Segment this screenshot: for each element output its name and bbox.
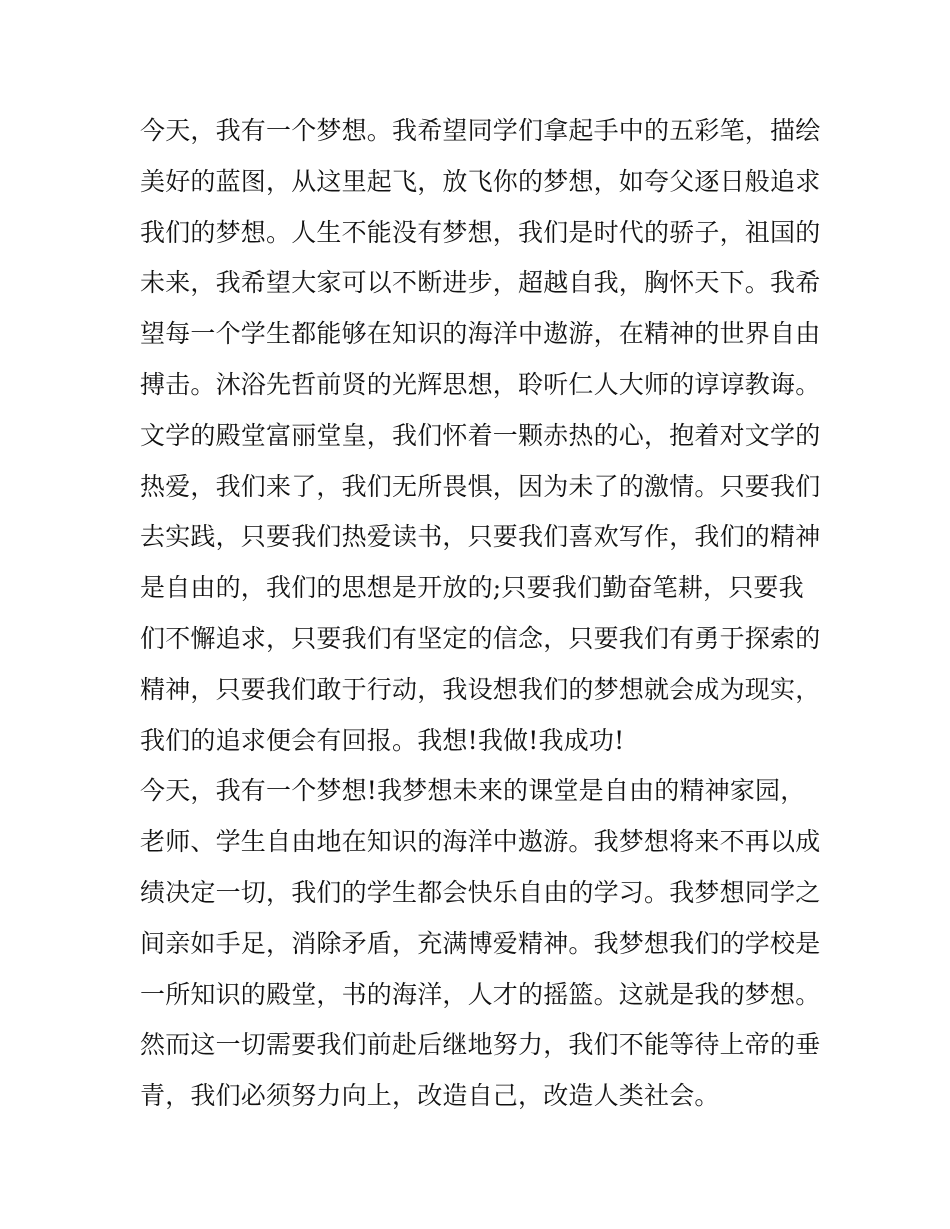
text-line: 绩决定一切，我们的学生都会快乐自由的学习。我梦想同学之 <box>140 877 821 907</box>
text-line: 精神，只要我们敢于行动，我设想我们的梦想就会成为现实， <box>140 674 821 704</box>
text-line: 热爱，我们来了，我们无所畏惧，因为未了的激情。只要我们 <box>140 471 821 501</box>
text-line: 未来，我希望大家可以不断进步，超越自我，胸怀天下。我希 <box>140 268 821 298</box>
document-body <box>140 106 840 1122</box>
text-line: 美好的蓝图，从这里起飞，放飞你的梦想，如夸父逐日般追求 <box>140 166 821 196</box>
text-line: 青，我们必须努力向上，改造自己，改造人类社会。 <box>140 1081 720 1111</box>
text-line: 是自由的，我们的思想是开放的;只要我们勤奋笔耕，只要我 <box>140 573 804 603</box>
text-line: 一所知识的殿堂，书的海洋，人才的摇篮。这就是我的梦想。 <box>140 979 821 1009</box>
text-line: 今天，我有一个梦想!我梦想未来的课堂是自由的精神家园， <box>140 776 806 806</box>
text-line: 望每一个学生都能够在知识的海洋中遨游，在精神的世界自由 <box>140 319 821 349</box>
text-line: 我们的追求便会有回报。我想!我做!我成功! <box>140 725 625 755</box>
text-line: 们不懈追求，只要我们有坚定的信念，只要我们有勇于探索的 <box>140 623 821 653</box>
text-line: 间亲如手足，消除矛盾，充满博爱精神。我梦想我们的学校是 <box>140 928 821 958</box>
text-line: 今天，我有一个梦想。我希望同学们拿起手中的五彩笔，描绘 <box>140 116 821 145</box>
text-line: 老师、学生自由地在知识的海洋中遨游。我梦想将来不再以成 <box>140 827 821 857</box>
text-line: 我们的梦想。人生不能没有梦想，我们是时代的骄子，祖国的 <box>140 217 821 247</box>
text-line: 去实践，只要我们热爱读书，只要我们喜欢写作，我们的精神 <box>140 522 821 552</box>
text-line: 文学的殿堂富丽堂皇，我们怀着一颗赤热的心，抱着对文学的 <box>140 420 821 450</box>
text-line: 然而这一切需要我们前赴后继地努力，我们不能等待上帝的垂 <box>140 1030 821 1060</box>
text-line: 搏击。沐浴先哲前贤的光辉思想，聆听仁人大师的谆谆教诲。 <box>140 369 821 399</box>
